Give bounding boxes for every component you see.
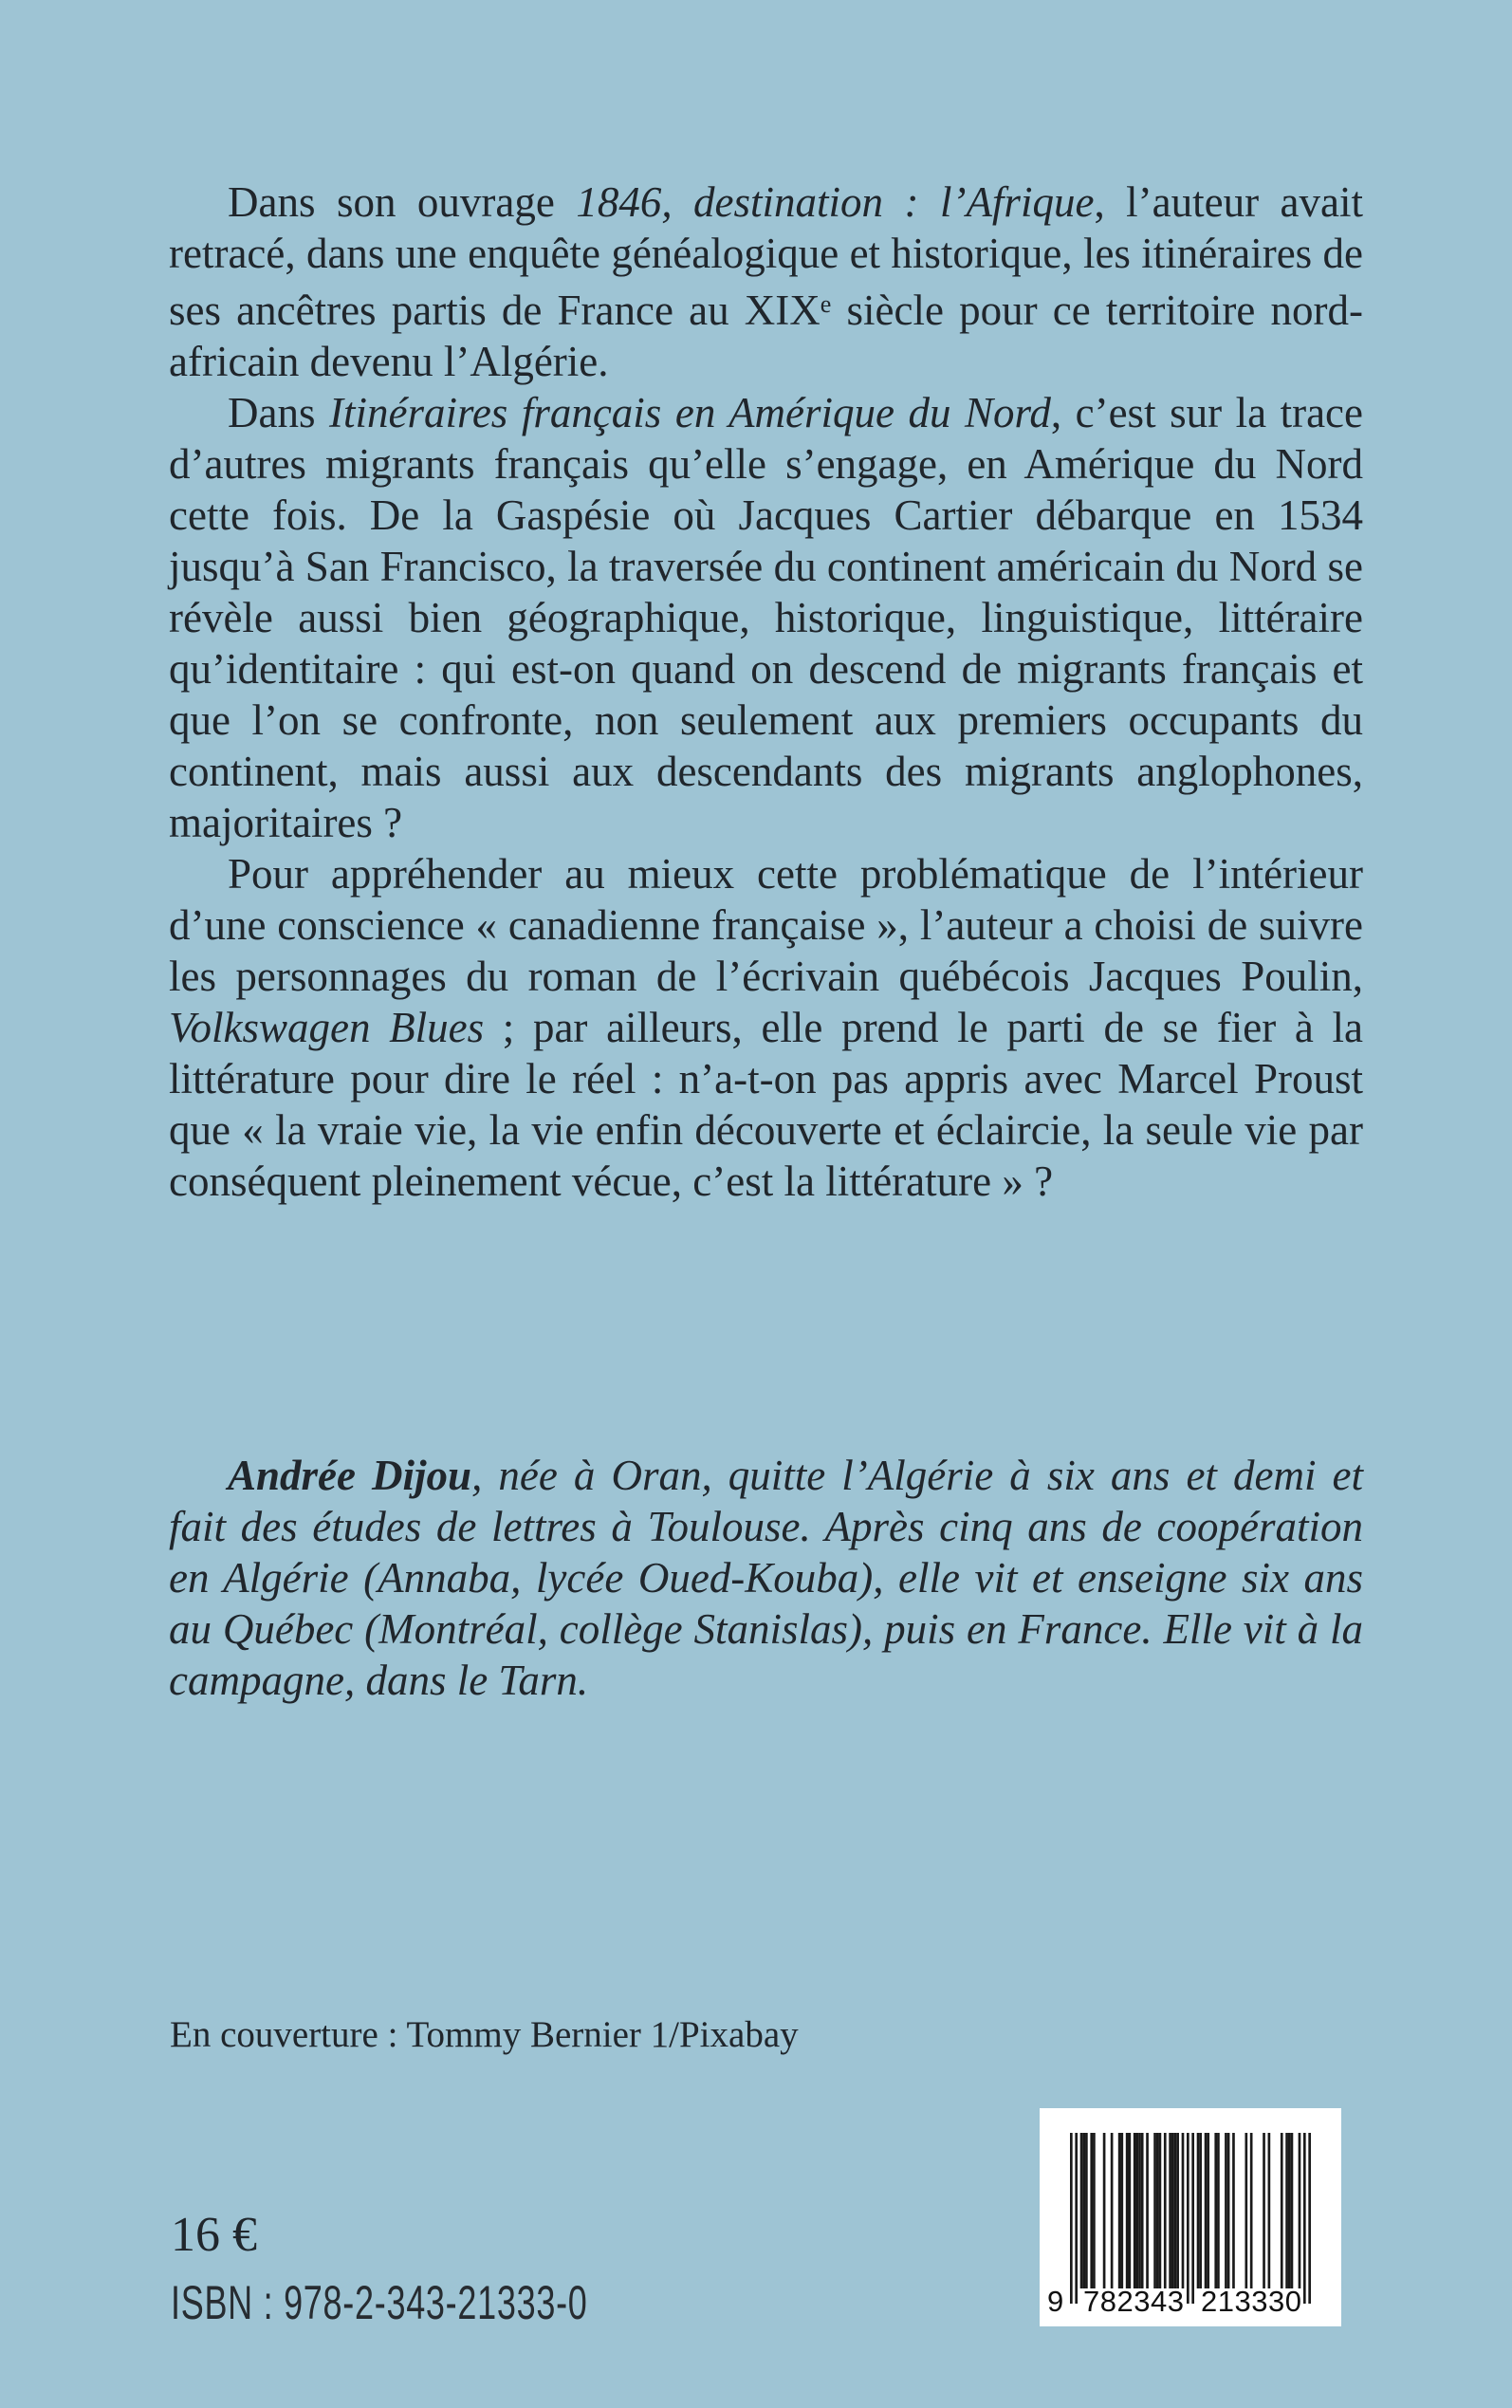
barcode-digits-left: 7 8 2 3 4 3 bbox=[1083, 2285, 1184, 2318]
synopsis-paragraph-2: Dans Itinéraires français en Amérique du Nord, c’est sur la trace d’autres migrants français qu’elle s’engage, en Amérique du Nord cette fois. De la Gaspésie où Jacques Cartier débarque en 1534 jusqu’à San Francisco, la traversée du continent américain du Nord se révèle aussi bien géographique, historique, linguistique, littéraire qu’identitaire : qui est-on quand on descend de migrants français et que l’on se confronte, non seulement aux premiers occupants du continent, mais aussi aux descendants des migrants anglophones, majoritaires ? bbox=[169, 389, 1363, 847]
author-bio: Andrée Dijou, née à Oran, quitte l’Algérie à six ans et demi et fait des études de lettres à Toulouse. Après cinq ans de coopération en Algérie (Annaba, lycée Oued-Kouba), elle vit et enseigne six ans au Québec (Montréal, collège Stanislas), puis en France. Elle vit à la campagne, dans le Tarn. bbox=[169, 1452, 1363, 1704]
barcode-panel bbox=[1040, 2108, 1341, 2326]
barcode-digits-right: 2 1 3 3 3 0 bbox=[1201, 2285, 1301, 2318]
price-label: 16 € bbox=[171, 2208, 257, 2262]
synopsis bbox=[169, 176, 1363, 1207]
cover-credit: En couverture : Tommy Bernier 1/Pixabay bbox=[170, 2014, 799, 2055]
synopsis-paragraph-3: Pour appréhender au mieux cette problématique de l’intérieur d’une conscience « canadienne française », l’auteur a choisi de suivre les personnages du roman de l’écrivain québécois Jacques Poulin, Volkswagen Blues ; par ailleurs, elle prend le parti de se fier à la littérature pour dire le réel : n’a-t-on pas appris avec Marcel Proust que « la vraie vie, la vie enfin découverte et éclaircie, la seule vie par conséquent pleinement vécue, c’est la littérature » ? bbox=[169, 850, 1363, 1206]
isbn-label: ISBN : 978-2-343-21333-0 bbox=[171, 2276, 588, 2329]
synopsis-paragraph-1: Dans son ouvrage 1846, destination : l’Afrique, l’auteur avait retracé, dans une enquête généalogique et historique, les itinéraires de ses ancêtres partis de France au XIXe siècle pour ce territoire nord-africain devenu l’Algérie. bbox=[169, 178, 1363, 386]
ean-barcode-icon bbox=[1070, 2133, 1311, 2304]
barcode-digit-first: 9 bbox=[1047, 2285, 1064, 2318]
